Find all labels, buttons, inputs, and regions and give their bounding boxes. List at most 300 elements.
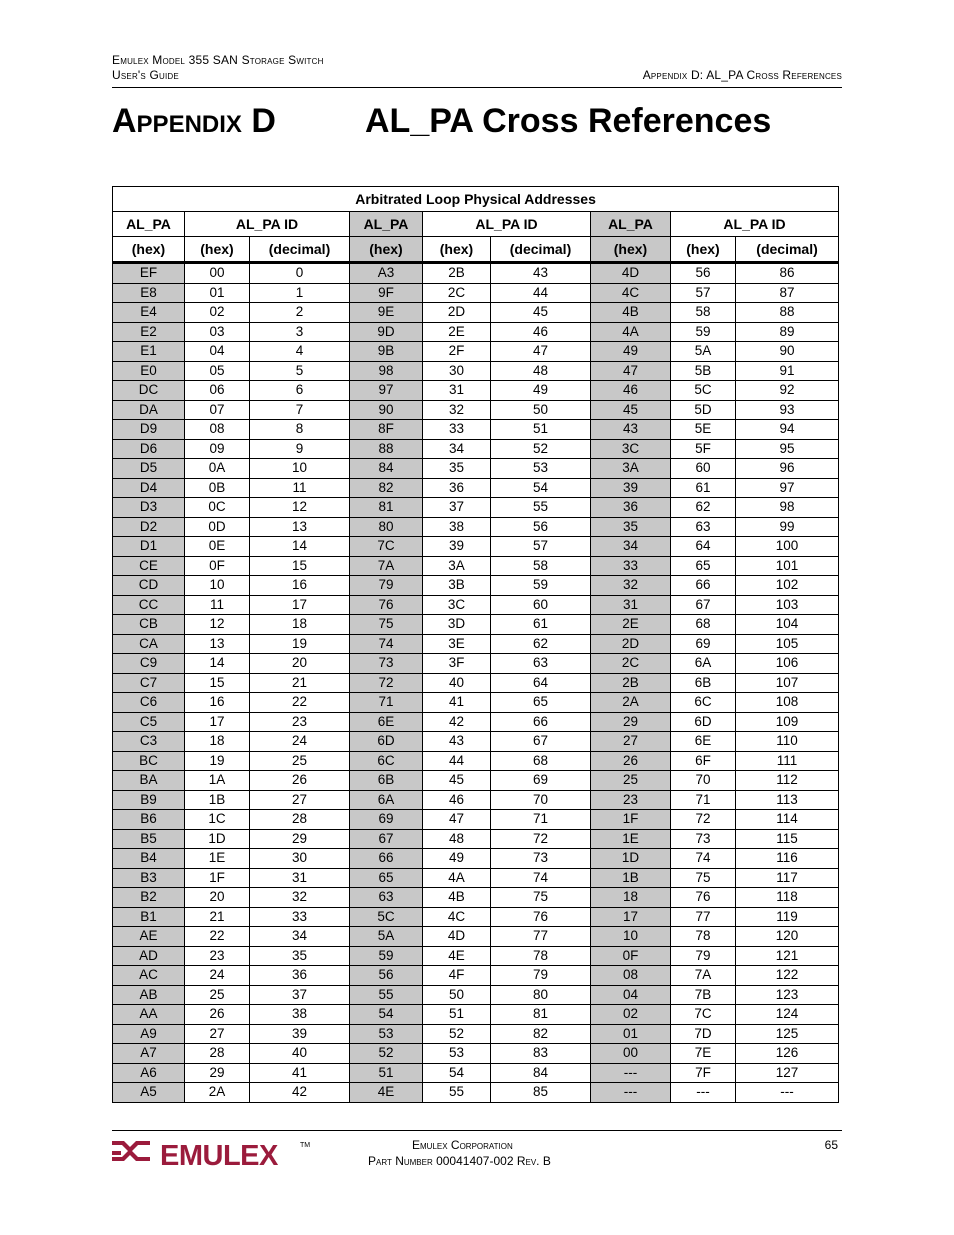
table-cell: 35 [423, 459, 491, 479]
table-cell: 01 [591, 1024, 671, 1044]
table-cell: 118 [736, 888, 839, 908]
table-cell: B6 [113, 810, 185, 830]
table-cell: 17 [185, 712, 250, 732]
table-cell: 7F [671, 1063, 736, 1083]
table-cell: 51 [350, 1063, 423, 1083]
table-cell: --- [736, 1083, 839, 1103]
table-cell: 75 [350, 615, 423, 635]
page-title: AL_PA Cross References [365, 102, 772, 140]
table-cell: 25 [591, 771, 671, 791]
table-cell: DC [113, 381, 185, 401]
table-cell: 18 [591, 888, 671, 908]
table-cell: 4C [423, 907, 491, 927]
table-cell: 12 [185, 615, 250, 635]
table-cell: 4A [423, 868, 491, 888]
table-cell: 50 [491, 400, 591, 420]
table-cell: 86 [736, 263, 839, 284]
table-cell: BC [113, 751, 185, 771]
table-cell: 59 [491, 576, 591, 596]
table-row [113, 829, 839, 849]
emulex-logo [112, 1136, 312, 1170]
table-row [113, 927, 839, 947]
table-cell: 27 [591, 732, 671, 752]
table-cell: 53 [350, 1024, 423, 1044]
table-cell: 43 [591, 420, 671, 440]
table-cell: EF [113, 263, 185, 284]
table-row [113, 849, 839, 869]
table-cell: 54 [350, 1005, 423, 1025]
table-cell: 59 [350, 946, 423, 966]
table-cell: 02 [185, 303, 250, 323]
table-cell: 107 [736, 673, 839, 693]
table-cell: CA [113, 634, 185, 654]
table-cell: 03 [185, 322, 250, 342]
table-row [113, 439, 839, 459]
table-cell: A7 [113, 1044, 185, 1064]
table-cell: 52 [423, 1024, 491, 1044]
table-cell: 6E [671, 732, 736, 752]
table-cell: 4E [350, 1083, 423, 1103]
table-cell: 14 [185, 654, 250, 674]
table-cell: 3E [423, 634, 491, 654]
table-cell: 7B [671, 985, 736, 1005]
col-header: (hex) [350, 237, 423, 263]
table-cell: 49 [591, 342, 671, 362]
table-cell: 80 [350, 517, 423, 537]
table-cell: 74 [350, 634, 423, 654]
table-cell: 84 [491, 1063, 591, 1083]
table-cell: 81 [350, 498, 423, 518]
table-row [113, 361, 839, 381]
col-group-alpa-id-2: AL_PA ID [423, 212, 591, 237]
table-cell: 53 [491, 459, 591, 479]
table-body [113, 263, 839, 1103]
table-cell: C6 [113, 693, 185, 713]
table-row [113, 693, 839, 713]
table-cell: 78 [671, 927, 736, 947]
table-cell: 5B [671, 361, 736, 381]
table-row [113, 303, 839, 323]
table-cell: 22 [250, 693, 350, 713]
table-cell: 34 [423, 439, 491, 459]
table-cell: 108 [736, 693, 839, 713]
table-cell: 6D [350, 732, 423, 752]
table-cell: 57 [671, 283, 736, 303]
table-cell: A5 [113, 1083, 185, 1103]
table-cell: 48 [491, 361, 591, 381]
table-cell: A6 [113, 1063, 185, 1083]
table-cell: 44 [423, 751, 491, 771]
table-row [113, 751, 839, 771]
table-cell: 7C [671, 1005, 736, 1025]
table-cell: 62 [671, 498, 736, 518]
table-cell: 07 [185, 400, 250, 420]
table-cell: 6 [250, 381, 350, 401]
table-cell: 97 [736, 478, 839, 498]
table-cell: 91 [736, 361, 839, 381]
table-row [113, 263, 839, 284]
table-cell: 32 [591, 576, 671, 596]
table-cell: 113 [736, 790, 839, 810]
table-row [113, 517, 839, 537]
table-cell: 3F [423, 654, 491, 674]
table-cell: 97 [350, 381, 423, 401]
table-cell: 2A [591, 693, 671, 713]
table-cell: C3 [113, 732, 185, 752]
table-cell: CD [113, 576, 185, 596]
table-cell: 104 [736, 615, 839, 635]
table-cell: 71 [671, 790, 736, 810]
table-cell: 5F [671, 439, 736, 459]
table-cell: 29 [250, 829, 350, 849]
table-cell: 2D [591, 634, 671, 654]
table-cell: 1A [185, 771, 250, 791]
table-cell: 65 [491, 693, 591, 713]
table-cell: 58 [491, 556, 591, 576]
appendix-label: Appendix D [112, 102, 276, 140]
table-cell: 6B [671, 673, 736, 693]
table-cell: 9D [350, 322, 423, 342]
table-cell: 100 [736, 537, 839, 557]
table-cell: 34 [591, 537, 671, 557]
table-cell: 13 [250, 517, 350, 537]
table-cell: 30 [423, 361, 491, 381]
table-cell: 0E [185, 537, 250, 557]
table-cell: 124 [736, 1005, 839, 1025]
table-cell: 56 [491, 517, 591, 537]
table-cell: 76 [671, 888, 736, 908]
table-cell: 51 [423, 1005, 491, 1025]
table-cell: A3 [350, 263, 423, 284]
table-cell: 64 [491, 673, 591, 693]
table-cell: 56 [671, 263, 736, 284]
table-cell: 101 [736, 556, 839, 576]
table-cell: AB [113, 985, 185, 1005]
table-cell: 08 [185, 420, 250, 440]
table-row [113, 1044, 839, 1064]
table-cell: 3B [423, 576, 491, 596]
table-cell: 24 [250, 732, 350, 752]
table-cell: 0B [185, 478, 250, 498]
table-cell: 26 [591, 751, 671, 771]
table-cell: 02 [591, 1005, 671, 1025]
table-cell: 45 [423, 771, 491, 791]
table-cell: AE [113, 927, 185, 947]
table-cell: 9 [250, 439, 350, 459]
table-cell: 79 [491, 966, 591, 986]
table-cell: C7 [113, 673, 185, 693]
table-cell: 36 [423, 478, 491, 498]
col-header: (hex) [671, 237, 736, 263]
table-cell: 48 [423, 829, 491, 849]
col-header: (decimal) [736, 237, 839, 263]
table-cell: 98 [736, 498, 839, 518]
table-cell: 76 [491, 907, 591, 927]
col-group-alpa-id-3: AL_PA ID [671, 212, 839, 237]
table-cell: 1D [591, 849, 671, 869]
table-cell: 88 [350, 439, 423, 459]
table-row [113, 771, 839, 791]
table-cell: 19 [185, 751, 250, 771]
table-cell: A9 [113, 1024, 185, 1044]
table-cell: 5C [350, 907, 423, 927]
table-cell: 2C [591, 654, 671, 674]
table-cell: 26 [185, 1005, 250, 1025]
table-cell: 5C [671, 381, 736, 401]
table-cell: 9F [350, 283, 423, 303]
table-cell: 117 [736, 868, 839, 888]
table-cell: 116 [736, 849, 839, 869]
table-cell: 11 [185, 595, 250, 615]
table-cell: D3 [113, 498, 185, 518]
table-cell: 96 [736, 459, 839, 479]
table-cell: 10 [591, 927, 671, 947]
table-cell: 2F [423, 342, 491, 362]
table-row [113, 712, 839, 732]
table-cell: 67 [350, 829, 423, 849]
table-cell: 80 [491, 985, 591, 1005]
table-cell: 67 [671, 595, 736, 615]
table-cell: 4B [423, 888, 491, 908]
table-cell: 51 [491, 420, 591, 440]
table-cell: 1 [250, 283, 350, 303]
table-row [113, 1024, 839, 1044]
table-cell: 3C [423, 595, 491, 615]
table-cell: 94 [736, 420, 839, 440]
table-cell: C5 [113, 712, 185, 732]
table-cell: 45 [491, 303, 591, 323]
table-cell: 2C [423, 283, 491, 303]
table-cell: 55 [423, 1083, 491, 1103]
table-cell: 82 [491, 1024, 591, 1044]
table-cell: 00 [591, 1044, 671, 1064]
table-cell: 3D [423, 615, 491, 635]
table-cell: 28 [185, 1044, 250, 1064]
table-cell: E0 [113, 361, 185, 381]
table-cell: 4E [423, 946, 491, 966]
trademark-mark: TM [300, 1142, 311, 1149]
table-cell: 61 [671, 478, 736, 498]
table-row [113, 907, 839, 927]
table-cell: 39 [423, 537, 491, 557]
table-cell: 21 [185, 907, 250, 927]
table-cell: 93 [736, 400, 839, 420]
table-cell: B4 [113, 849, 185, 869]
table-cell: 46 [591, 381, 671, 401]
table-cell: 99 [736, 517, 839, 537]
page-number: 65 [824, 1138, 838, 1152]
footer-part-number: Part Number 00041407-002 Rev. B [368, 1154, 551, 1168]
table-cell: 0F [591, 946, 671, 966]
table-cell: 47 [491, 342, 591, 362]
table-cell: 5A [671, 342, 736, 362]
table-cell: 1F [185, 868, 250, 888]
table-cell: 67 [491, 732, 591, 752]
table-cell: 73 [350, 654, 423, 674]
table-row [113, 1005, 839, 1025]
table-cell: 6B [350, 771, 423, 791]
table-row [113, 556, 839, 576]
table-cell: 6A [350, 790, 423, 810]
table-caption: Arbitrated Loop Physical Addresses [113, 187, 839, 212]
table-cell: 121 [736, 946, 839, 966]
table-cell: 8F [350, 420, 423, 440]
table-cell: 71 [491, 810, 591, 830]
table-cell: 2B [591, 673, 671, 693]
table-row [113, 888, 839, 908]
table-cell: 63 [350, 888, 423, 908]
table-cell: 63 [671, 517, 736, 537]
footer-corporation: Emulex Corporation [412, 1138, 513, 1152]
col-group-alpa-3: AL_PA [591, 212, 671, 237]
table-cell: --- [591, 1063, 671, 1083]
table-cell: E1 [113, 342, 185, 362]
table-cell: 2D [423, 303, 491, 323]
table-cell: 9E [350, 303, 423, 323]
table-cell: 6E [350, 712, 423, 732]
table-cell: 95 [736, 439, 839, 459]
table-cell: 105 [736, 634, 839, 654]
running-header-product: Emulex Model 355 SAN Storage Switch [112, 53, 324, 67]
table-cell: 71 [350, 693, 423, 713]
table-cell: 9B [350, 342, 423, 362]
table-row [113, 985, 839, 1005]
table-cell: 0C [185, 498, 250, 518]
table-cell: AC [113, 966, 185, 986]
table-cell: BA [113, 771, 185, 791]
table-cell: 72 [350, 673, 423, 693]
table-cell: 20 [185, 888, 250, 908]
table-cell: 18 [250, 615, 350, 635]
table-cell: 2B [423, 263, 491, 284]
table-cell: 66 [350, 849, 423, 869]
table-cell: 60 [671, 459, 736, 479]
table-cell: 70 [671, 771, 736, 791]
table-row [113, 966, 839, 986]
logo-wordmark: EMULEX [160, 1140, 278, 1170]
table-cell: 6C [671, 693, 736, 713]
table-cell: 6A [671, 654, 736, 674]
table-cell: 103 [736, 595, 839, 615]
running-header-section: Appendix D: AL_PA Cross References [642, 68, 842, 82]
table-cell: 114 [736, 810, 839, 830]
table-cell: 63 [491, 654, 591, 674]
table-cell: 3A [423, 556, 491, 576]
table-cell: 0 [250, 263, 350, 284]
table-cell: 119 [736, 907, 839, 927]
table-cell: 4 [250, 342, 350, 362]
table-cell: D5 [113, 459, 185, 479]
table-cell: D9 [113, 420, 185, 440]
table-row [113, 634, 839, 654]
table-cell: 70 [491, 790, 591, 810]
table-cell: 58 [671, 303, 736, 323]
table-row [113, 790, 839, 810]
table-cell: 83 [491, 1044, 591, 1064]
table-cell: 0D [185, 517, 250, 537]
table-cell: AA [113, 1005, 185, 1025]
table-cell: 09 [185, 439, 250, 459]
table-cell: 1C [185, 810, 250, 830]
table-cell: 106 [736, 654, 839, 674]
table-cell: 69 [671, 634, 736, 654]
table-cell: 40 [423, 673, 491, 693]
table-row [113, 595, 839, 615]
table-cell: D2 [113, 517, 185, 537]
table-cell: 10 [185, 576, 250, 596]
table-cell: 29 [185, 1063, 250, 1083]
table-cell: 0F [185, 556, 250, 576]
table-cell: 12 [250, 498, 350, 518]
table-cell: 5 [250, 361, 350, 381]
table-row [113, 537, 839, 557]
col-header: (decimal) [250, 237, 350, 263]
table-cell: 72 [671, 810, 736, 830]
table-cell: 16 [250, 576, 350, 596]
col-header: (decimal) [491, 237, 591, 263]
table-cell: 79 [350, 576, 423, 596]
table-cell: 6D [671, 712, 736, 732]
table-row [113, 868, 839, 888]
table-row [113, 1063, 839, 1083]
table-cell: B2 [113, 888, 185, 908]
table-cell: 47 [591, 361, 671, 381]
table-cell: 23 [591, 790, 671, 810]
table-cell: 41 [250, 1063, 350, 1083]
table-cell: 61 [491, 615, 591, 635]
table-cell: 42 [250, 1083, 350, 1103]
table-cell: 60 [491, 595, 591, 615]
table-cell: DA [113, 400, 185, 420]
table-cell: 28 [250, 810, 350, 830]
table-row [113, 420, 839, 440]
table-row [113, 322, 839, 342]
table-cell: 110 [736, 732, 839, 752]
table-cell: 78 [491, 946, 591, 966]
table-cell: 33 [250, 907, 350, 927]
table-cell: 56 [350, 966, 423, 986]
table-cell: 36 [250, 966, 350, 986]
table-cell: 41 [423, 693, 491, 713]
running-header-guide: User's Guide [112, 68, 179, 82]
table-cell: 25 [250, 751, 350, 771]
table-cell: D1 [113, 537, 185, 557]
table-cell: 5E [671, 420, 736, 440]
table-cell: 69 [350, 810, 423, 830]
table-row [113, 732, 839, 752]
table-cell: 75 [491, 888, 591, 908]
table-cell: 54 [423, 1063, 491, 1083]
table-row [113, 576, 839, 596]
table-cell: 3C [591, 439, 671, 459]
table-cell: 3A [591, 459, 671, 479]
table-cell: 50 [423, 985, 491, 1005]
col-header: (hex) [423, 237, 491, 263]
table-cell: 2 [250, 303, 350, 323]
table-cell: 30 [250, 849, 350, 869]
table-cell: 17 [591, 907, 671, 927]
table-row [113, 400, 839, 420]
table-cell: 4C [591, 283, 671, 303]
table-row [113, 498, 839, 518]
table-cell: 15 [185, 673, 250, 693]
col-header: (hex) [113, 237, 185, 263]
table-cell: 25 [185, 985, 250, 1005]
table-cell: 44 [491, 283, 591, 303]
table-cell: 75 [671, 868, 736, 888]
table-cell: 39 [250, 1024, 350, 1044]
table-cell: 74 [671, 849, 736, 869]
